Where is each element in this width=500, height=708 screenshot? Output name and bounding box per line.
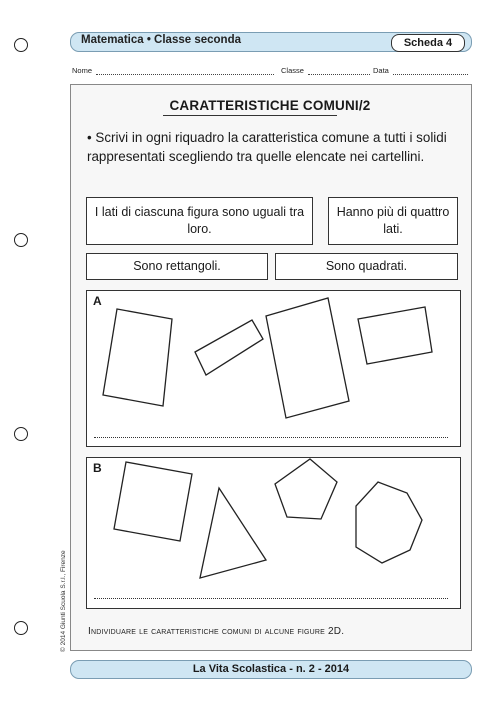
triangle-shape xyxy=(200,488,266,578)
pentagon-shape xyxy=(275,459,337,519)
teacher-note: Individuare le caratteristiche comuni di alcune figure 2D. xyxy=(88,626,345,637)
name-label: Nome xyxy=(72,66,93,75)
rectangle-shape xyxy=(103,309,172,406)
card-more-than-four-sides[interactable]: Hanno più di quattro lati. xyxy=(328,197,458,245)
hexagon-shape xyxy=(356,482,422,563)
sheet-number-badge: Scheda 4 xyxy=(391,34,465,52)
card-equal-sides[interactable]: I lati di ciascuna figura sono uguali tra loro. xyxy=(86,197,313,245)
subject-title: Matematica • Classe seconda xyxy=(81,34,241,46)
square-shape xyxy=(114,462,192,541)
copyright-notice: © 2014 Giunti Scuola S.r.l., Firenze xyxy=(60,550,67,652)
box-b-label: B xyxy=(93,461,102,475)
footer-band xyxy=(70,660,472,679)
rectangle-shape xyxy=(266,298,349,418)
rectangle-shape xyxy=(358,307,432,364)
card-rectangles[interactable]: Sono rettangoli. xyxy=(86,253,268,280)
class-label: Classe xyxy=(281,66,304,75)
rectangle-shape xyxy=(195,320,263,375)
magazine-issue: La Vita Scolastica - n. 2 - 2014 xyxy=(192,663,350,675)
instruction-text: • Scrivi in ogni riquadro la caratteristica comune a tutti i solidi rappresentati scegliendo tra quelle elencate nei cartellini. xyxy=(87,130,447,164)
card-squares[interactable]: Sono quadrati. xyxy=(275,253,458,280)
exercise-title: CARATTERISTICHE COMUNI/2 xyxy=(169,98,371,113)
date-label: Data xyxy=(373,66,389,75)
box-a-label: A xyxy=(93,294,102,308)
